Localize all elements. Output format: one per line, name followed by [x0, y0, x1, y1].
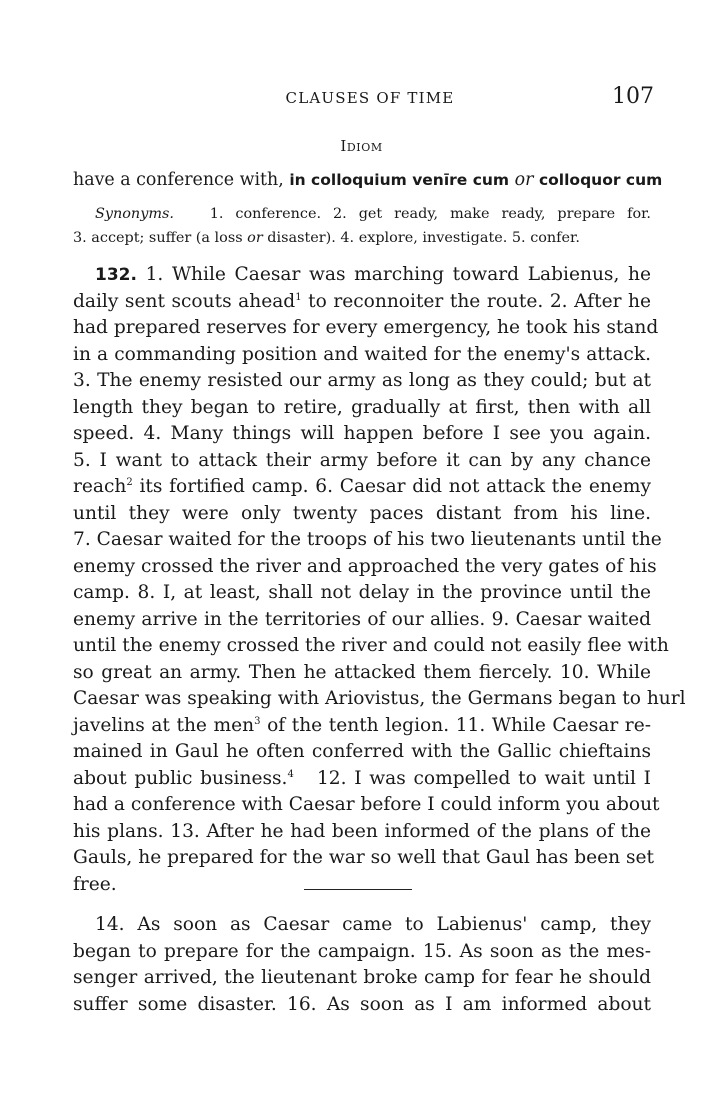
- idiom-lead: have a conference with,: [73, 170, 284, 190]
- synonyms-block: [73, 202, 651, 250]
- footnote-mark: 3: [254, 715, 261, 727]
- text-line: 132. 1. While Caesar was marching toward Labienus, he: [95, 264, 651, 285]
- exercise-132: [73, 262, 686, 898]
- text-line: daily sent scouts ahead$^1$ to reconnoiter the route. 2. After he: [73, 290, 651, 312]
- text-line: Caesar was speaking with Ariovistus, the Germans began to hurl: [73, 688, 686, 709]
- idiom-latin-1: in colloquium venīre cum: [289, 171, 510, 189]
- text-line: mained in Gaul he often conferred with the Gallic chieftains: [73, 741, 651, 762]
- text-line: speed. 4. Many things will happen before I see you again.: [73, 423, 651, 444]
- exercise-14: [73, 912, 651, 1018]
- text-line: 7. Caesar waited for the troops of his two lieutenants until the: [73, 529, 662, 550]
- running-head: [0, 86, 723, 110]
- text-line: began to prepare for the campaign. 15. As soon as the mes-: [73, 940, 651, 962]
- text-line: had prepared reserves for every emergency, he took his stand: [73, 317, 659, 338]
- text-line: had a conference with Caesar before I could inform you about: [73, 794, 660, 815]
- text-line: 3. The enemy resisted our army as long as they could; but at: [73, 370, 651, 391]
- footnote-mark: 4: [287, 768, 294, 780]
- synonyms-line: 3. accept; suffer (a loss or disaster). 4. explore, investigate. 5. confer.: [73, 230, 580, 246]
- synonyms-line: Synonyms. 1. conference. 2. get ready, make ready, prepare for.: [95, 206, 651, 222]
- text-line: Gauls, he prepared for the war so well that Gaul has been set: [73, 847, 655, 868]
- text-line: senger arrived, the lieutenant broke camp for fear he should: [73, 967, 651, 988]
- text-line: suffer some disaster. 16. As soon as I am informed about: [73, 993, 651, 1015]
- text-line: until they were only twenty paces distant from his line.: [73, 502, 651, 524]
- chapter-title: CLAUSES OF TIME: [285, 89, 455, 107]
- section-divider: [304, 889, 412, 890]
- footnote-mark: 1: [295, 291, 302, 303]
- text-line: 5. I want to attack their army before it can by any chance: [73, 449, 651, 471]
- text-line: length they began to retire, gradually at first, then with all: [73, 396, 651, 418]
- text-line: free.: [73, 873, 117, 895]
- footnote-mark: 2: [126, 477, 133, 488]
- text-line: 14. As soon as Caesar came to Labienus' camp, they: [95, 914, 651, 935]
- text-line: reach$^2$ its fortified camp. 6. Caesar did not attack the enemy: [73, 476, 651, 497]
- exercise-number: 132.: [95, 265, 137, 285]
- text-line: his plans. 13. After he had been informed of the plans of the: [73, 820, 651, 842]
- idiom-heading: Idiom: [340, 137, 383, 155]
- idiom-or: or: [514, 170, 534, 190]
- text-line: camp. 8. I, at least, shall not delay in the province until the: [73, 582, 651, 603]
- idiom-phrase: [73, 168, 663, 192]
- text-line: in a commanding position and waited for the enemy's attack.: [73, 343, 651, 365]
- text-line: so great an army. Then he attacked them fiercely. 10. While: [73, 661, 651, 683]
- text-line: until the enemy crossed the river and could not easily flee with: [73, 635, 669, 656]
- text-line: about public business.$^4$ 12. I was compelled to wait until I: [73, 767, 651, 789]
- text-line: enemy arrive in the territories of our allies. 9. Caesar waited: [73, 608, 651, 630]
- synonyms-label: Synonyms.: [95, 206, 174, 222]
- page-number: 107: [612, 84, 654, 109]
- text-line: enemy crossed the river and approached the very gates of his: [73, 555, 657, 577]
- text-line: javelins at the men$^3$ of the tenth legion. 11. While Caesar re-: [73, 714, 651, 736]
- idiom-latin-2: colloquor cum: [538, 171, 663, 189]
